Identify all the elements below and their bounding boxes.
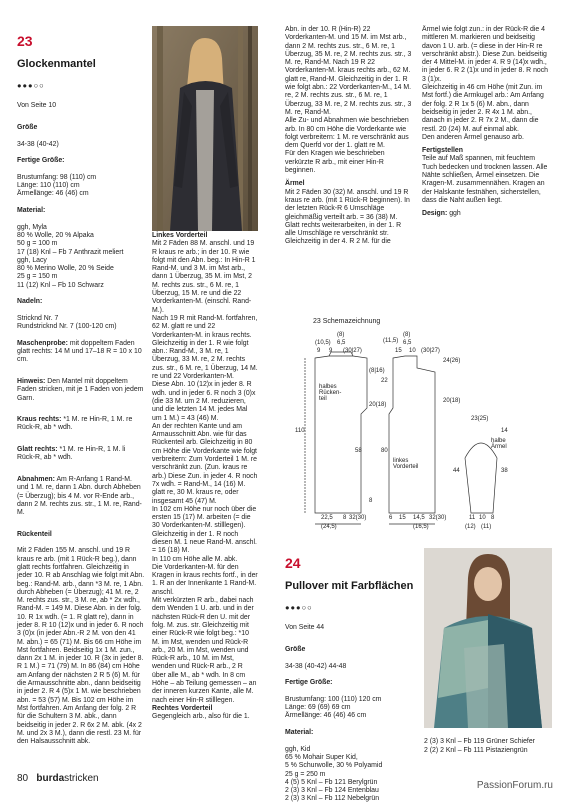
aermel-heading: Ärmel (285, 180, 305, 188)
source: Von Seite 44 (285, 624, 325, 632)
dim-label: 14,5 (413, 515, 425, 521)
kraus-heading: Kraus rechts: (17, 416, 62, 424)
col4-text: Ärmel wie folgt zun.: in der Rück-R die 4 mittleren M. markieren und beidseitig davon 1 U. arb. (= diese in der Hin-R re verschränkt abstr.). Diese Zun. beidseitig der 4 Mittel-M. in jeder 4. R 9 (14)x wdh., in jeder 6. R 2 (1)x und in jeder 8. R noch 3 (1)x. Gleichzeitig in 46 cm Höhe (mit Zun. im Mst fortf.) die Armkugel arb.: Am Anfang der folg. 2 R 1x 5 (6) M. abn., dann beidseitig in jeder 2. R 4x 1 M. abn., danach in jeder 2. R 7x 2 M., dann die restl. 20 (24) M. auf einmal abk. Den anderen Ärmel genauso arb. (422, 26, 549, 141)
coat-photo (152, 26, 258, 231)
dim-label: 6,5 (403, 340, 412, 346)
dim-label: 58 (355, 448, 362, 454)
back-label: halbes Rücken- teil (319, 384, 342, 402)
pattern-title: Glockenmantel (17, 57, 96, 70)
finished-size-heading: Fertige Größe: (285, 679, 333, 687)
pattern-number: 24 (285, 555, 301, 572)
pattern-23-column (17, 26, 145, 755)
dim-label: 20(18) (369, 402, 387, 408)
sweater-photo (424, 548, 552, 728)
dim-label: (11,5) (383, 338, 399, 344)
design-heading: Design: (422, 210, 448, 218)
dim-label: (11) (481, 524, 492, 530)
dim-label: 80 (381, 448, 388, 454)
dim-label: 32(30) (429, 515, 447, 521)
source: Von Seite 10 (17, 102, 57, 110)
dim-label: 6 (389, 515, 393, 521)
dim-label: (30|27) (421, 348, 440, 354)
difficulty-rating: ●●●○○ (17, 80, 45, 90)
fertig-text: Teile auf Maß spannen, mit feuchtem Tuch bedecken und trocknen lassen. Alle Nähte schließen, Ärmel einsetzen. Die Kragen-M. zusammennähen. Kragen an der Halskante festnähen, sicherstellen, dass die Naht außen liegt. (422, 155, 548, 204)
rechtes-vorderteil-text: Gegengleich arb., also für die 1. (152, 713, 250, 721)
dim-label: (12) (465, 524, 476, 530)
watermark: PassionForum.ru (476, 780, 553, 791)
design-text: ggh (447, 210, 461, 218)
material: ggh, Myla 80 % Wolle, 20 % Alpaka 50 g = 100 m 17 (18) Knl – Fb 7 Anthrazit meliert ggh, Lacy 80 % Merino Wolle, 20 % Seide 25 g = 150 m 11 (12) Knl – Fb 10 Schwarz (17, 223, 124, 289)
material-continued (424, 730, 554, 763)
dim-label: (8) (403, 332, 411, 338)
col3-text: Abn. in der 10. R (Hin-R) 22 Vorderkanten-M. und 15 M. im Mst arb., dann 2 M. rechts zus. str., 6 M. re, 1 Überzug, 35 M. re, 2 M. rechts zus. str., 3 M. re, Rand-M. Nach 19 R 22 Vorderkanten-M. kraus rechts arb., 62 M. glatt re, Rand-M. Gleichzeitig in der 1. R wie folgt abn.: 22 Vorderkanten-M., 14 M. re, 2 M. rechts zus. str., 6 M. re, 1 Überzug, 33 M. re, 2 M. rechts zus. str., 3 M. re, Rand-M. Alle Zu- und Abnahmen wie beschrieben arb. In 80 cm Höhe die Vorderkante wie folgt verbreitern: 1 M. re verschränkt aus dem Querfd vor der 1. glatt re M. Für den Kragen wie beschrieben verkürzte R arb., mit einer Hin-R beginnen. (285, 26, 412, 175)
dim-label: 8 (343, 515, 347, 521)
ruecken-text: Mit 2 Fäden 155 M. anschl. und 19 R kraus re arb. (mit 1 Rück-R beg.), dann glatt rechts fortfahren. Gleichzeitig in jeder 10. R ab Anschlag wie folgt mit Abn. beg.: Rand-M. arb., dann *3 M. re, 1 Abn. durch Abheben (= Überzug); 41 M. re, 2 M. rechts zus. str., 3 M. re, ab * 2x wdh., Rand-M. = 149 M. Diese Abn. in der folg. 10. R 1x wdh. (= 1. R glatt re), dann in jeder 8. R 10 (12)x und in jeder 6. R noch 3 (0)x (in jeder Abn.-R 2 M. von den 41 M. abn.) = 65 (71) M. Bis 66 cm Höhe im Mst fortfahren. Beidseitig 1x 1 M. zun., dann 2x 1 M. in jeder 10. R (3x in jeder 8. R 1 M.) = 71 (79) M. In 86 (84) cm Höhe am Anfang der nächsten 2 R 5 (6) M. für die Armausschnitte abn., dann beidseitig in jeder 2. R 4 (5)x 1 M. wie beschrieben abn. = 53 (57) M. Bis 102 cm Höhe im Mst fortfahren. Am Anfang der folg. 2 R für die Schultern 3 M. abk., dann beidseitig in jeder 2. R 6x 2 M. abk. (4x 2 M. und 2x 3 M.), dann die restl. 23 M. für den Halsausschnitt abk. (17, 547, 145, 746)
column-2 (152, 232, 258, 722)
pattern-number: 23 (17, 33, 33, 50)
size: 34-38 (40-42) 44-48 (285, 662, 347, 670)
column-4 (422, 26, 550, 224)
finished-size-heading: Fertige Größe: (17, 157, 65, 165)
hint-heading: Hinweis: (17, 377, 46, 385)
material-heading: Material: (285, 729, 314, 737)
needles-heading: Nadeln: (17, 298, 43, 306)
ruecken-heading: Rückenteil (17, 530, 52, 538)
dim-label: 8 (369, 498, 373, 504)
sleeve-label: halbe Ärmel (491, 438, 507, 450)
rechtes-vorderteil-heading: Rechtes Vorderteil (152, 704, 213, 712)
schematic-drawing (285, 318, 553, 543)
needles: Stricknd Nr. 7 Rundstricknd Nr. 7 (100-120 cm) (17, 314, 117, 331)
dim-label: (8) (337, 332, 345, 338)
pattern-title: Pullover mit Farbflächen (285, 579, 414, 592)
hint: Den Mantel mit doppeltem Faden stricken, mit je 1 Faden von jedem Garn. (17, 377, 144, 402)
dim-label: 38 (501, 468, 508, 474)
dim-label: (16,5) (413, 524, 429, 530)
size-heading: Größe (17, 124, 38, 132)
dim-label: 15 (399, 515, 406, 521)
dim-label: 6,5 (337, 340, 346, 346)
gauge: mit doppeltem Faden glatt rechts: 14 M und 17–18 R = 10 x 10 cm. (17, 339, 142, 364)
kraus: *1 M. re Hin-R, 1 M. re Rück-R, ab * wdh. (17, 416, 133, 432)
brand-suffix: stricken (64, 773, 99, 784)
schematic-lines (285, 318, 553, 543)
fertig-heading: Fertigstellen (422, 147, 463, 155)
finished-size: Brustumfang: 98 (110) cm Länge: 110 (110) cm Ärmellänge: 46 (46) cm (17, 173, 97, 198)
finished-size: Brustumfang: 100 (110) 120 cm Länge: 69 (69) 69 cm Ärmellänge: 46 (46) 46 cm (285, 695, 382, 720)
glatt-heading: Glatt rechts: (17, 446, 58, 454)
abnahmen: Am R-Anfang 1 Rand-M. und 1 M. re, dann 1 Abn. durch Abheben (= Überzug); bis 4 M. vor R-Ende arb., dann 2 M. rechts zus. str., 1 M. re, Rand-M. (17, 475, 142, 517)
linkes-vorderteil-heading: Linkes Vorderteil (152, 232, 208, 239)
front-label: linkes Vorderteil (393, 458, 419, 470)
dim-label: 110 (295, 428, 305, 434)
pattern-24-column (285, 548, 425, 812)
dim-label: 24(26) (443, 358, 461, 364)
material: ggh, Kid 65 % Mohair Super Kid, 5 % Schurwolle, 30 % Polyamid 25 g = 250 m 4 (5) 5 Knl – Fb 121 Berylgrün 2 (3) 3 Knl – Fb 124 Entenblau 2 (3) 3 Knl – Fb 112 Nebelgrün (285, 745, 383, 803)
dim-label: 9 (329, 348, 333, 354)
linkes-vorderteil-text: Mit 2 Fäden 88 M. anschl. und 19 R kraus re arb.; in der 10. R wie folgt mit den Abn. beg.: In Hin-R 1 Rand-M. und 3 M. im Mst arb., dann 1 Überzug, 35 M. im Mst, 2 M. rechts zus. str., 6 M. re, 1 Überzug, 15 M. re und die 22 Vorderkanten-M. (einschl. Rand-M.). Nach 19 R mit Rand-M. fortfahren, 62 M. glatt re und 22 Vorderkanten-M. in kraus rechts. Gleichzeitig in der 1. R wie folgt abn.: Rand-M., 3 M. re, 1 Überzug, 33 M. re, 2 M. rechts zus. str., 6 M. re, 1 Überzug, 14 M. re und 22 Vorderkanten-M. Diese Abn. 10 (12)x in jeder 8. R wdh. und in jeder 6. R noch 3 (0)x (die 33 M. um 2 M. reduzieren, und die letzten 14 M. jedes Mal um 1 M.) = 43 (46) M. An der rechten Kante und am Armausschnitt Abn. wie für das Rückenteil arb. Gleichzeitig in 80 cm Höhe die Vorderkante wie folgt verbreitern: Zum Vorderteil 1 M. re verschränkt zun. (Zun. kraus re arb.) Diese Zun. in jeder 4. R noch 7x wdh. = Rand-M., 14 (16) M. glatt re, 30 M. kraus re, oder insgesamt 45 (47) M. In 102 cm Höhe nur noch über die ersten 15 (17) M. arbeiten (= die 30 Vorderkanten-M. stilllegen). Gleichzeitig in der 1. R noch diesen M. 1 neue Rand-M. anschl. = 16 (18) M. In 110 cm Höhe alle M. abk. Die Vorderkanten-M. für den Kragen in kraus rechts fortf., in der 1. R an der Innenkante 1 Rand-M. anschl. Mit verkürzten R arb., dabei nach dem Wenden 1 U. arb. und in der nächsten Rück-R den U. mit der folg. M. zus. str. Gleichzeitig mit einer Rück-R wie folgt beg.: *10 M. im Mst, wenden und Rück-R arb., 20 M. im Mst, wenden und Rück-R arb., 10 M. im Mst, wenden und Rück-R arb., 2 R über alle M., ab * wdh. In 8 cm Höhe – ab Teilung gemessen – an der inneren kurzen Kante, alle M. nach einer Hin-R stilllegen. (152, 240, 258, 704)
dim-label: 10 (409, 348, 416, 354)
dim-label: 11 (469, 515, 476, 521)
gauge-heading: Maschenprobe: (17, 339, 68, 347)
glatt: *1 M. re Hin-R, 1 M. li Rück-R, ab * wdh. (17, 446, 126, 462)
dim-label: (30|27) (343, 348, 362, 354)
dim-label: 15 (395, 348, 402, 354)
footer (17, 773, 99, 784)
dim-label: 32(30) (349, 515, 367, 521)
difficulty-rating: ●●●○○ (285, 602, 313, 612)
dim-label: 8 (491, 515, 495, 521)
dim-label: 14 (501, 428, 508, 434)
dim-label: 44 (453, 468, 460, 474)
dim-label: 23(25) (471, 416, 489, 422)
dim-label: (24,5) (321, 524, 337, 530)
dim-label: (8|16) (369, 368, 385, 374)
schematic-title: 23 Schemazeichnung (313, 318, 381, 325)
dim-label: (10,5) (315, 340, 331, 346)
size-heading: Größe (285, 646, 306, 654)
dim-label: 22 (381, 378, 388, 384)
size: 34-38 (40-42) (17, 140, 59, 148)
abnahmen-heading: Abnahmen: (17, 475, 55, 483)
dim-label: 10 (479, 515, 486, 521)
dim-label: 20(18) (443, 398, 461, 404)
material-heading: Material: (17, 207, 46, 215)
column-3 (285, 26, 413, 247)
brand-logo: burda (36, 773, 65, 784)
dim-label: 22,5 (321, 515, 333, 521)
page-number: 80 (17, 773, 29, 784)
aermel-text: Mit 2 Fäden 30 (32) M. anschl. und 19 R kraus re arb. (mit 1 Rück-R beginnen). In der letzten Rück-R 6 Umschläge gleichmäßig verteilt arb. = 36 (38) M. Glatt rechts weiterarbeiten, in der 1. R alle Umschläge re verschränkt str. Gleichzeitig in der 4. R 2 M. für die (285, 188, 410, 246)
material-2: 2 (3) 3 Knl – Fb 119 Grüner Schiefer 2 (2) 2 Knl – Fb 111 Pistaziengrün (424, 738, 535, 754)
dim-label: 9 (317, 348, 321, 354)
